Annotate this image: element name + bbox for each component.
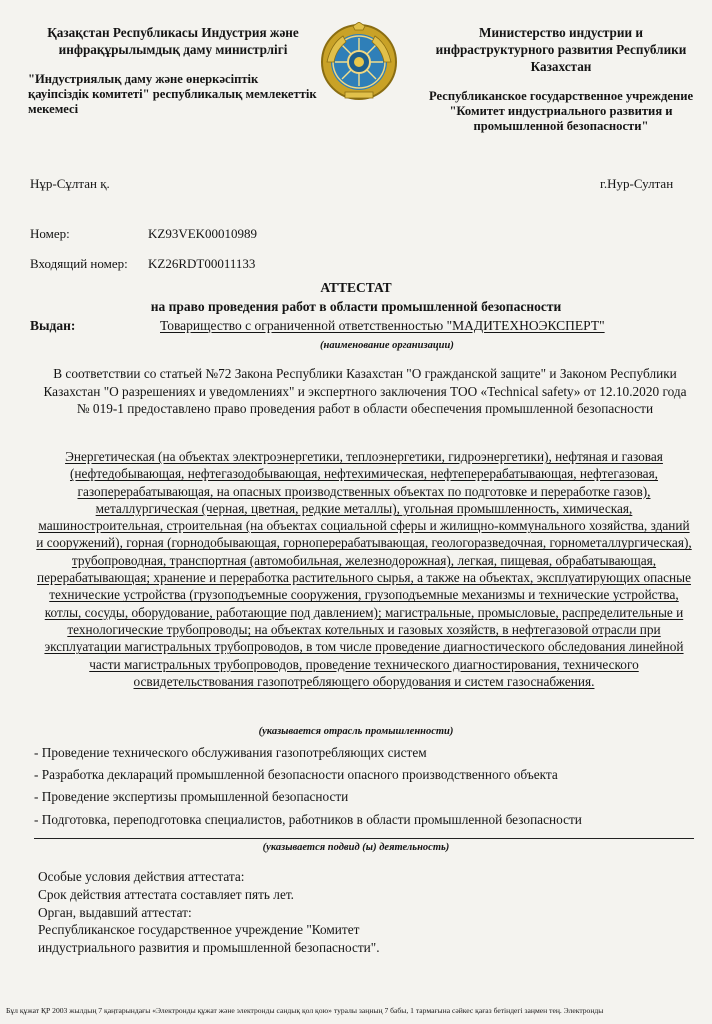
- ministry-name-kazakh: Қазақстан Республикасы Индустрия және инфрақұрылымдық даму министрлігі: [47, 25, 299, 57]
- city-russian: г.Нур-Султан: [600, 176, 674, 191]
- header-right-russian: [420, 24, 702, 134]
- document-title: АТТЕСТАТ: [320, 280, 392, 295]
- activity-item: - Подготовка, переподготовка специалистов, работников в области промышленной безопасности: [34, 811, 582, 827]
- conditions-label: Особые условия действия аттестата:: [38, 869, 245, 884]
- committee-name-kazakh: "Индустриялық даму және өнеркәсіптік қауіпсіздік комитеті" республикалық мемлекеттік мекемесі: [28, 72, 317, 116]
- number-row: [30, 226, 257, 242]
- activity-item: - Разработка деклараций промышленной безопасности опасного производственного объекта: [34, 767, 558, 783]
- header-left-kazakh: [28, 24, 318, 117]
- special-conditions: [38, 868, 380, 957]
- kazakhstan-state-emblem-icon: [319, 22, 399, 102]
- basis-paragraph: В соответствии со статьей №72 Закона Республики Казахстан "О гражданской защите" и Законом Республики Казахстан "О разрешениях и уведомлениях" и экспертного заключения ТОО «Technical safety» от 12.10.2020 года № 019-1 предоставлено право проведения работ в области обеспечения промышленной безопасности: [43, 366, 687, 416]
- issued-label: Выдан:: [30, 318, 76, 333]
- divider-line: [34, 838, 694, 839]
- footer-legal-note: Бұл құжат ҚР 2003 жылдың 7 қаңтарындағы «Электронды құжат және электронды сандық қол қою» туралы заңның 7 бабы, 1 тармағына сәйкес қағаз бетіндегі заңмен тең. Электронды: [6, 1006, 604, 1015]
- committee-name-russian: Республиканское государственное учреждение "Комитет индустриального развития и промышленной безопасности": [428, 89, 694, 133]
- city-kazakh: Нұр-Сұлтан қ.: [30, 176, 110, 191]
- number-value: KZ93VEK00010989: [148, 226, 258, 241]
- incoming-number-label: Входящий номер:: [30, 256, 128, 271]
- ministry-name-russian: Министерство индустрии и инфраструктурного развития Республики Казахстан: [435, 25, 687, 74]
- organization-hint: (наименование организации): [320, 340, 454, 351]
- activity-item: - Проведение технического обслуживания газопотребляющих систем: [34, 745, 427, 760]
- activity-item: - Проведение экспертизы промышленной безопасности: [34, 789, 349, 805]
- issued-organization: Товарищество с ограниченной ответственностью "МАДИТЕХНОЭКСПЕРТ": [160, 318, 605, 333]
- number-label: Номер:: [30, 226, 70, 241]
- issuer-line-1: Республиканское государственное учреждение "Комитет: [38, 922, 360, 938]
- validity-text: Срок действия аттестата составляет пять лет.: [38, 886, 294, 902]
- document-subtitle: на право проведения работ в области промышленной безопасности: [150, 299, 562, 314]
- incoming-number-row: [30, 256, 255, 272]
- incoming-number-value: KZ26RDT00011133: [148, 256, 256, 271]
- industries-hint: (указывается отрасль промышленности): [258, 726, 454, 737]
- industries-text: Энергетическая (на объектах электроэнергетики, теплоэнергетики, гидроэнергетики), нефтяная и газовая (нефтедобывающая, нефтегазодобывающая, нефтехимическая, нефтеперерабатывающая, нефтегазовая, газоперерабатывающая, на опасных производственных объектах по подготовке и переработке газов), металлургическая (черная, цветная, редкие металлы), угольная промышленность, химическая, машиностроительная, строительная (на объектах социальной сферы и жилищно-коммунального хозяйства, зданий и сооружений), горная (горнодобывающая, горноперерабатывающая, геологоразведочная, горнометаллургическая), трубопроводная, транспортная (автомобильная, железнодорожная), легкая, пищевая, обрабатывающая, перерабатывающая; хранение и переработка растительного сырья, а также на объектах, эксплуатирующих опасные технические устройства (грузоподъемные сооружения, грузоподъемные механизмы и технические устройства, котлы, сосуды, оборудование, работающие под давлением); магистральные, промысловые, распределительные и технологические трубопроводы; на объектах котельных и газовых хозяйств, в нефтегазовой отрасли при эксплуатации магистральных трубопроводов, в том числе проведение диагностического обследования линейной части магистральных трубопроводов, проведение технического диагностирования, технического освидетельствования газопотребляющего оборудования и систем газоснабжения.: [36, 449, 692, 689]
- activities-list: [34, 742, 694, 831]
- issuer-line-2: индустриального развития и промышленной безопасности".: [38, 940, 380, 956]
- issuer-label: Орган, выдавший аттестат:: [38, 904, 192, 920]
- activities-hint: (указывается подвид (ы) деятельность): [262, 842, 450, 853]
